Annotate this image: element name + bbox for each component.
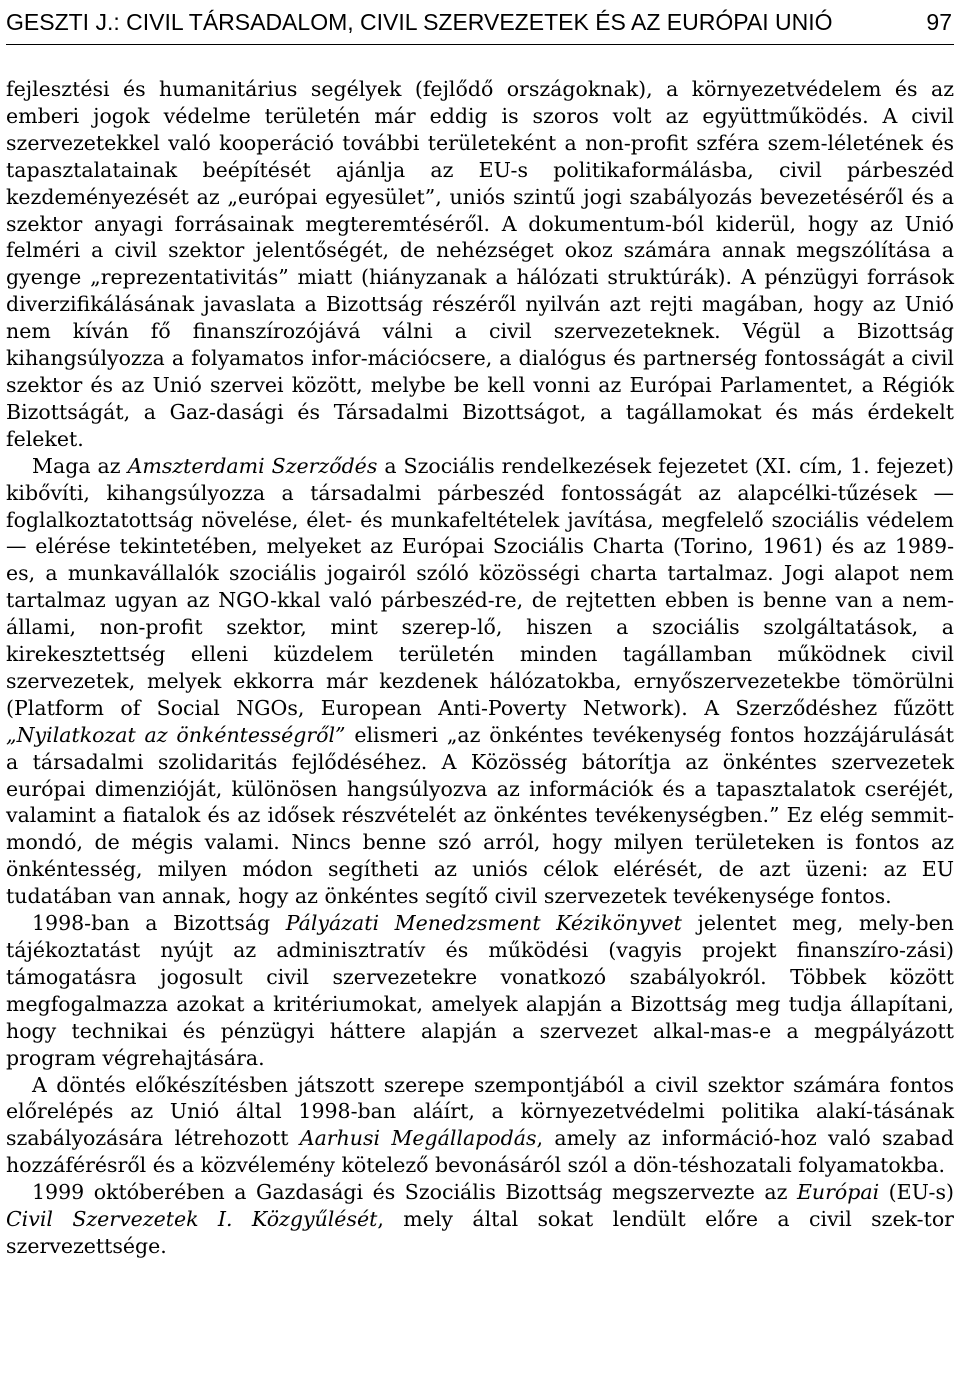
treaty-title: Amszterdami Szerződés <box>127 453 378 478</box>
assembly-title: Civil Szervezetek I. Közgyűlését <box>6 1207 378 1232</box>
page-number: 97 <box>926 9 952 35</box>
paragraph-4 <box>6 1072 954 1180</box>
paragraph-5-text-3: , mely által sokat lendült előre a civil szek-tor szervezettsége. <box>6 1207 954 1258</box>
paragraph-2 <box>6 453 954 910</box>
paragraph-4-text-1: A döntés előkészítésben játszott szerepe szempontjából a civil szektor számára fontos előrelépés az Unió által 1998-ban aláírt, a környezetvédelmi politika alakí-tásának szabályozására létrehozott <box>6 1072 954 1151</box>
paragraph-5-text-2: (EU-s) <box>879 1180 955 1205</box>
paragraph-2-text-1: Maga az <box>32 453 128 478</box>
paragraph-1-text: fejlesztési és humanitárius segélyek (fejlődő országoknak), a környezetvédelem és az emberi jogok védelme területén már eddig is szoros volt az együttműködés. A civil szervezetekkel való kooperáció további területeként a non-profit szféra szem-léletének és tapasztalatainak beépítését ajánlja az EU-s politikaformálásba, civil párbeszéd kezdeményezését az „európai egyesület”, uniós szintű jogi szabályozás bevezetéséről és a szektor anyagi forrásainak megteremtéséről. A dokumentum-ból kiderül, hogy az Unió felméri a civil szektor jelentőségét, de nehézséget okoz számára annak megszólítása a gyenge „reprezentativitás” miatt (hiányzanak a hálózati struktúrák). A pénzügyi források diverzifikálásának javaslata a Bizottság részéről nyilván azt rejti magában, hogy az Unió nem kíván fő finanszírozójává válni a civil szervezeteknek. Végül a Bizottság kihangsúlyozza a folyamatos infor-mációcsere, a dialógus és partnerség fontosságát a civil szektor és az Unió szervei között, melybe be kell vonni az Európai Parlamentet, a Régiók Bizottságát, a Gaz-dasági és Társadalmi Bizottságot, a tagállamokat és más érdekelt feleket. <box>6 77 954 451</box>
running-header <box>6 0 954 45</box>
paragraph-5-text-1: 1999 októberében a Gazdasági és Szociális Bizottság megszervezte az <box>32 1180 797 1205</box>
body-text <box>6 76 954 1260</box>
paragraph-2-text-2: a Szociális rendelkezések fejezetet (XI. cím, 1. fejezet) kibővíti, kihangsúlyozza a társadalmi párbeszéd fontosságát az alapcélki-tűzések — foglalkoztatottság növelése, élet- és munkafeltételek javítása, megfelelő szociális védelem — elérése tekintetében, melyeket az Európai Szociális Charta (Torino, 1961) és az 1989-es, a munkavállalók szociális jogairól szóló közösségi charta tartalmaz. Jogi alapot nem tartalmaz ugyan az NGO-kkal való párbeszéd-re, de rejtetten ebben is benne van a nem-állami, non-profit szektor, mint szerep-lő, hiszen a szociális szolgáltatások, a kirekesztettség elleni küzdelem területén minden tagállamban működnek civil szervezetek, melyek ekkorra már kezdenek hálózatokba, ernyőszervezetekbe tömörülni (Platform of Social NGOs, European Anti-Poverty Network). A Szerződéshez fűzött <box>6 453 954 720</box>
handbook-title: Pályázati Menedzsment Kézikönyvet <box>285 911 682 936</box>
paragraph-1 <box>6 76 954 453</box>
paragraph-5 <box>6 1179 954 1260</box>
paragraph-4-text-2: , amely az információ-hoz való szabad hozzáférésről és a közvélemény kötelező bevonásáról szól a dön-téshozatali folyamatokba. <box>6 1126 954 1178</box>
aarhus-title: Aarhusi Megállapodás <box>299 1126 537 1151</box>
declaration-title: „Nyilatkozat az önkéntességről” <box>6 722 346 747</box>
paragraph-3 <box>6 910 954 1071</box>
paragraph-2-text-3: elismeri „az önkéntes tevékenység fontos hozzájárulását a társadalmi szolidaritás fejlődéséhez. A Közösség bátorítja az önkéntes szervezetek európai dimenzióját, különösen hangsúlyozva az információk és a tapasztalatok cseréjét, valamint a fiatalok és az idősek részvételét az önkéntes tevékenységben.” Ez elég semmit-mondó, de mégis valami. Nincs benne szó arról, hogy milyen területeken is fontos az önkéntesség, milyen módon segítheti az uniós célok elérését, de azt üzeni: az EU tudatában van annak, hogy az önkéntes segítő civil szervezetek tevékenysége fontos. <box>6 722 954 909</box>
paragraph-3-text-2: jelentet meg, mely-ben tájékoztatást nyújt az adminisztratív és működési (vagyis projekt finanszíro-zási) támogatásra jogosult civil szervezetekre vonatkozó szabályokról. Többek között megfogalmazza azokat a kritériumokat, amelyek alapján a Bizottság meg tudja állapítani, hogy technikai és pénzügyi háttere alapján a szervezet alkal-mas-e a megpályázott program végrehajtására. <box>6 911 955 1070</box>
european-emphasis: Európai <box>796 1180 880 1205</box>
running-header-title: GESZTI J.: CIVIL TÁRSADALOM, CIVIL SZERVEZETEK ÉS AZ EURÓPAI UNIÓ <box>6 9 833 35</box>
paragraph-3-text-1: 1998-ban a Bizottság <box>32 911 286 936</box>
